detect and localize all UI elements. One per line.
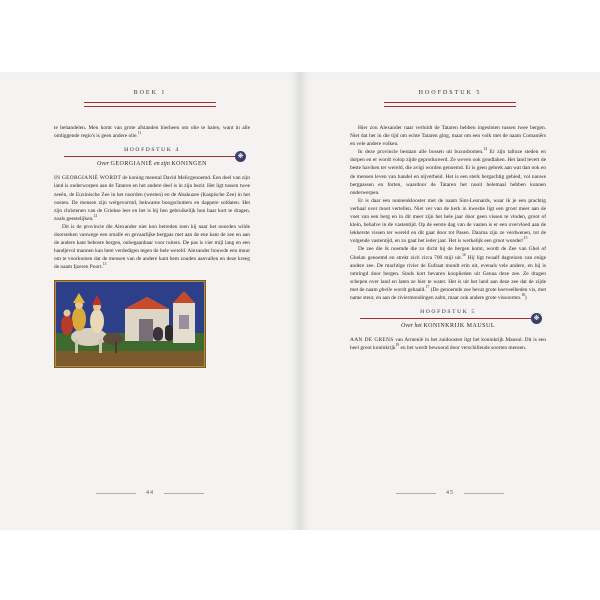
continuation-text: te behandelen. Men komt van grote afstanden hierheen om olie te halen, want in alle omliggende regio's is geen andere olie.$^{11}$	[54, 125, 250, 140]
page-number-left: 44	[146, 490, 154, 496]
chapter-label: HOOFDSTUK 5	[420, 309, 476, 316]
paragraph: AAN DE GRENS van Armenië in het zuidoosten ligt het koninkrijk Mausul. Dit is een heel groot koninkrijk$^{19}$ en het wordt bewoond door verschillende soorten mensen.	[350, 337, 546, 352]
paragraph: In deze provincie bestaan alle bossen uit buxusbomen.$^{14}$ Er zijn talloze steden en dorpen en er wordt volop zijde geproduceerd. Ze weven ook goudlaken. Het land levert de beste haviken ter wereld, die avigi worden genoemd. Er is geen gebrek aan wat dan ook en de mensen leven van handel en nijverheid. Het is een sterk bergachtig gebied, vol nauwe bergpassen en forten, waardoor de Tataren het nooit helemaal hebben kunnen onderwerpen.	[350, 147, 546, 196]
chapter-rule	[64, 152, 244, 161]
folio-rule-left-b	[164, 493, 204, 494]
miniature-painting	[55, 281, 205, 367]
head-rule-left	[84, 102, 216, 107]
running-head-right: HOOFDSTUK 5	[418, 90, 482, 96]
right-page	[300, 72, 600, 530]
left-textblock	[54, 124, 250, 368]
book-spread	[0, 72, 600, 530]
paragraph: De zee die ik noemde die zo dicht bij de bergen komt, wordt de Zee van Ghel of Ghelan genoemd en strekt zich circa 700 mijl uit.$^{16}$ Hij ligt twaalf dagreizen van enige andere zee. De machtige rivier de Eufraat mondt erin uit, evenals vele andere, en hij is omringd door bergen. Sinds kort bevaren kooplieden uit Genua deze zee. Ze dragen schepen over land en laten ze hier te water. Het is uit het land aan deze zee dat de zijde met de naam ghelle wordt gehaald.$^{17}$ (De genoemde zee bevat grote hoeveelheden vis, met name steur, en aan de riviermondingen zalm, maar ook andere grote vissoorten.$^{18}$)	[350, 246, 546, 301]
paragraph: IN GEORGIANIË WORDT de koning meestal David Melicgenoemd. Een deel van zijn land is onderworpen aan de Tataren en het andere deel is in zijn bezit. Het ligt tussen twee zeeën, de Euxinische Zee in het noorden (westen) en de Abakuzee (Kaspische Zee) in het oosten. De mensen zijn welgevormd, bekwame boogschutters en dappere soldaten. Het zijn christenen van de Griekse leer en het is bij hen gebruikelijk hun haar kort te dragen, zoals geestelijken.$^{12}$	[54, 175, 251, 222]
chapter-rule	[360, 314, 540, 323]
miniature-illustration	[54, 280, 206, 368]
folio-rule-right-b	[464, 493, 504, 494]
chapter-label: HOOFDSTUK 4	[124, 147, 180, 154]
right-textblock	[350, 124, 546, 352]
star-icon: ❋	[531, 313, 542, 324]
head-rule-right	[384, 102, 516, 107]
chapter-title: Over GEORGIANIË en zijn KONINGEN	[96, 161, 207, 168]
paragraph: Dit is de provincie die Alexander niet kon betreden toen hij naar het noorden wilde doorsteken vanwege een smalle en gevaarlijke bergpas met aan de ene kant de zee en aan de andere kant beboste bergen, onbegaanbaar voor ruiters. De pas is vier mijl lang en een handjevol mannen kan hem verdedigen tegen de hele wereld. Alexander bouwde een muur om te voorkomen dat de mensen van de andere kant hem zouden aanvallen en deze kreeg de naam Ijzeren Poort.$^{13}$	[54, 223, 250, 271]
running-head-left: BOEK 1	[133, 90, 167, 96]
chapter-title: Over het KONINKRIJK MAUSUL	[401, 323, 495, 330]
star-icon: ❋	[235, 151, 246, 162]
paragraph: Er is daar een nonnenklooster met de naam Sint-Leonards, waar ik je een prachtig verhaal over moet vertellen. Niet ver van de kerk in kwestie ligt een groot meer aan de voet van een berg en in dit meer zijn het hele jaar door geen vissen te vinden, groot of klein, behalve in de vastentijd. Op de eerste dag van de vasten is er een overvloed aan de lekkerste vissen ter wereld en dit gaat door tot Pasen. Daarna zijn ze verdwenen, tot de volgende vastentijd, en zo gaat het ieder jaar. Het is werkelijk een groot wonder!$^{15}$	[350, 197, 546, 245]
left-page	[0, 72, 300, 530]
page-number-right: 45	[446, 490, 454, 496]
paragraph: Hier zou Alexander naar verluidt de Tataren hebben ingesloten tussen twee bergen. Niet dat het in die tijd om echte Tataren ging, maar om een volk met de naam Comaniërs en vele andere volken.	[350, 125, 546, 148]
